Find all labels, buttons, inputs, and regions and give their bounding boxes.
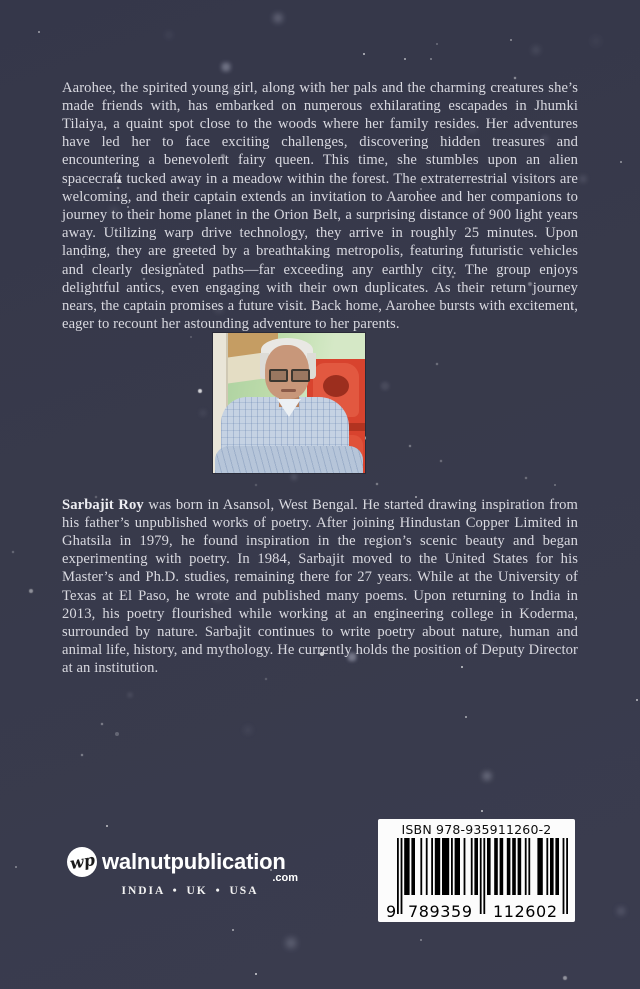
barcode-bars [384,838,570,922]
glasses-lens [269,369,288,382]
glasses-lens [291,369,310,382]
author-name: Sarbajit Roy [62,496,144,513]
man-glasses [269,369,310,382]
man-folded-arms [215,446,363,473]
svg-text:789359: 789359 [407,902,472,921]
man-mouth [281,389,296,392]
svg-text:9: 9 [385,902,396,921]
author-photo [213,333,365,473]
svg-text:112602: 112602 [492,902,557,921]
isbn-label: ISBN 978-935911260-2 [401,822,552,837]
author-bio-text [62,496,578,678]
chair-hole [323,375,349,397]
publisher-name: walnutpublication [102,849,286,874]
isbn-barcode [378,819,575,922]
synopsis-text: Aarohee, the spirited young girl, along with her pals and the charming creatures she’s made friends with, has embarked on numerous exhilarating escapades in Jhumki Tilaiya, a quaint spot close to the woods where her family resides. Her adventures have led her to face exciting challenges, discovering hidden treasures and encountering a benevolent fairy queen. This time, she stumbles upon an alien spacecraft tucked away in a meadow within the forest. The extraterrestrial visitors are welcoming, and their captain extends an invitation to Aarohee and her companions to journey to their home planet in the Orion Belt, a surprising distance of 900 light years away. Utilizing warp drive technology, they arrive in roughly 25 minutes. Upon landing, they are greeted by a breathtaking metropolis, featuring futuristic vehicles and clearly designated paths—far exceeding any earthly city. The group enjoys delightful antics, even engaging with their own duplicates. As their return journey nears, the captain promises a future visit. Back home, Aarohee bursts with excitement, eager to recount her astounding adventure to her parents. [62,79,578,333]
publisher-domain: .com [272,872,298,884]
wp-monogram-icon: wp [67,849,96,874]
bio-body: was born in Asansol, West Bengal. He started drawing inspiration from his father’s unpublished works of poetry. After joining Hindustan Copper Limited in Ghatsila in 1979, he found inspiration in the region’s scenic beauty and began experimenting with poetry. In 1984, Sarbajit moved to the United States for his Master’s and Ph.D. studies, remaining there for 27 years. While at the University of Texas at El Paso, he wrote and published many poems. Upon returning to India in 2013, his poetry flourished while working at an engineering college in Koderma, surrounded by nature. Sarbajit continues to write poetry about nature, human and animal life, history, and mythology. He currently holds the position of Deputy Director at an institution. [62,496,578,677]
starfield [0,0,2,2]
publisher-regions: INDIA • UK • USA [121,885,259,897]
publisher-logo [67,847,97,877]
